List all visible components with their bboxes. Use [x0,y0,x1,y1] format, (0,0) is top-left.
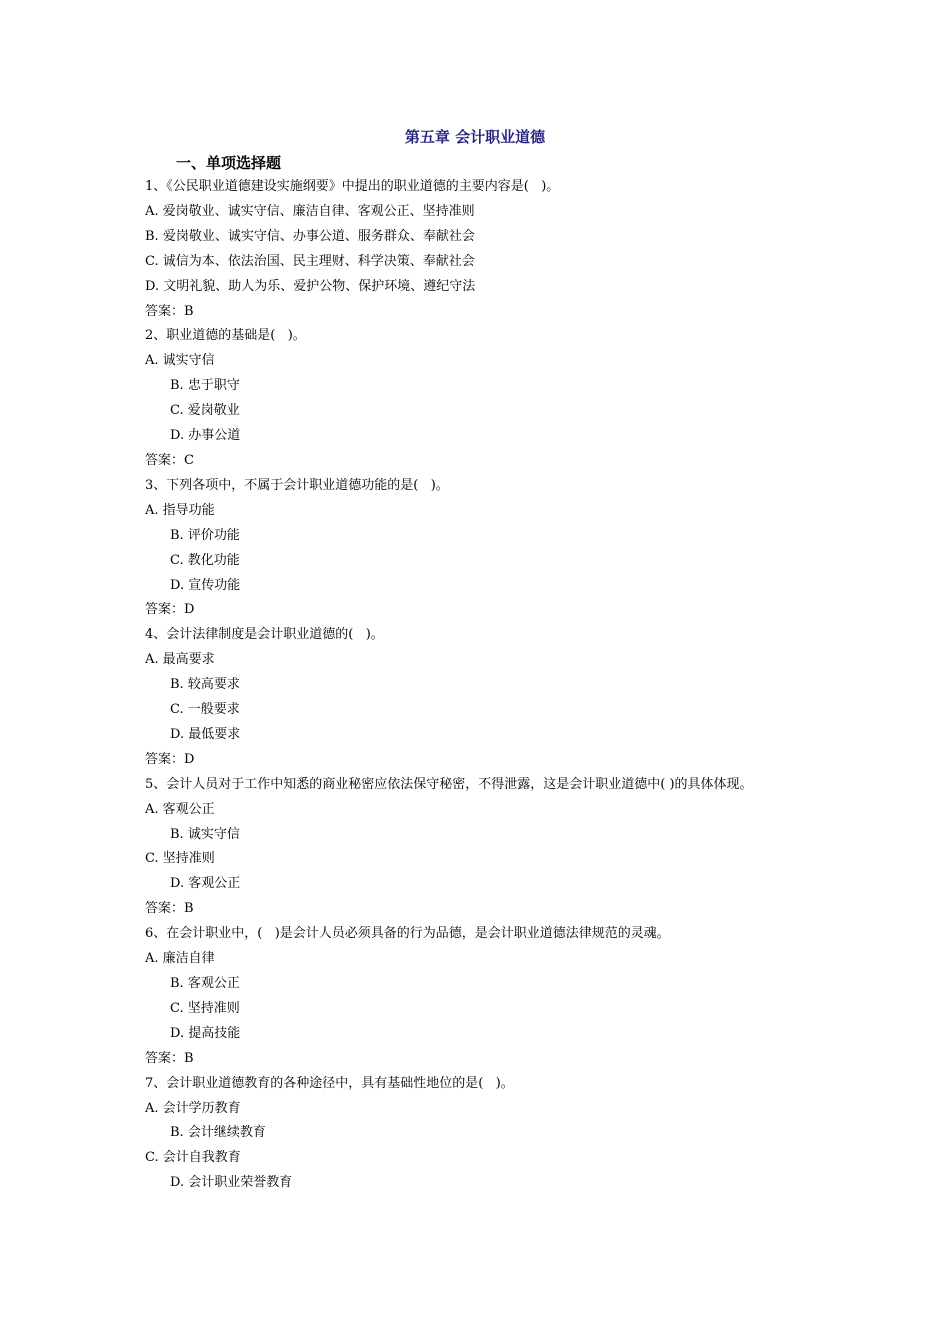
question-6-option-a: A. 廉洁自律 [145,951,215,967]
question-2-answer: 答案：C [145,452,194,468]
question-1-text: 1、《公民职业道德建设实施纲要》中提出的职业道德的主要内容是( )。 [145,179,560,194]
question-6-text: 6、在会计职业中，( )是会计人员必须具备的行为品德，是会计职业道德法律规范的灵魂。 [145,926,670,942]
question-5-option-d: D. 客观公正 [170,876,241,892]
question-2-option-d: D. 办事公道 [170,428,241,444]
question-7-option-c: C. 会计自我教育 [145,1150,241,1166]
question-5-text: 5、会计人员对于工作中知悉的商业秘密应依法保守秘密，不得泄露，这是会计职业道德中( )的具体体现。 [145,776,753,792]
question-5-option-b: B. 诚实守信 [170,826,240,842]
question-4-option-c: C. 一般要求 [170,702,240,718]
question-4-option-d: D. 最低要求 [170,726,241,742]
question-1-option-d: D. 文明礼貌、助人为乐、爱护公物、保护环境、遵纪守法 [145,278,476,294]
question-5-answer: 答案：B [145,901,194,917]
question-5-option-c: C. 坚持准则 [145,851,215,867]
question-4-option-b: B. 较高要求 [170,677,240,693]
question-1-option-c: C. 诚信为本、依法治国、民主理财、科学决策、奉献社会 [145,253,475,269]
question-4-text: 4、会计法律制度是会计职业道德的( )。 [145,627,384,643]
question-2-option-b: B. 忠于职守 [170,378,240,394]
question-7-option-d: D. 会计职业荣誉教育 [170,1175,293,1191]
question-3-option-b: B. 评价功能 [170,527,240,543]
question-6-option-d: D. 提高技能 [170,1025,241,1041]
question-3-option-a: A. 指导功能 [145,502,215,518]
question-3-option-c: C. 教化功能 [170,552,240,568]
question-1-answer: 答案：B [145,303,194,319]
question-6-option-c: C. 坚持准则 [170,1000,240,1016]
question-3-option-d: D. 宣传功能 [170,577,241,593]
question-7-option-a: A. 会计学历教育 [145,1100,241,1116]
chapter-title: 第五章 会计职业道德 [404,128,546,146]
question-2-option-a: A. 诚实守信 [145,353,215,369]
question-3-text: 3、下列各项中，不属于会计职业道德功能的是( )。 [145,477,449,493]
question-2-text: 2、职业道德的基础是( )。 [145,328,306,344]
question-4-answer: 答案：D [145,751,195,767]
question-3-answer: 答案：D [145,602,195,618]
section-heading: 一、单项选择题 [176,154,282,172]
question-2-option-c: C. 爱岗敬业 [170,403,240,419]
question-1-option-b: B. 爱岗敬业、诚实守信、办事公道、服务群众、奉献社会 [145,228,475,244]
question-1-option-a: A. 爱岗敬业、诚实守信、廉洁自律、客观公正、坚持准则 [145,203,475,219]
question-list [145,175,815,1196]
question-7-option-b: B. 会计继续教育 [170,1125,266,1141]
question-6-answer: 答案：B [145,1050,194,1066]
question-6-option-b: B. 客观公正 [170,976,240,991]
question-5-option-a: A. 客观公正 [145,801,215,817]
question-7-text: 7、会计职业道德教育的各种途径中，具有基础性地位的是( )。 [145,1075,514,1091]
question-4-option-a: A. 最高要求 [145,652,215,668]
